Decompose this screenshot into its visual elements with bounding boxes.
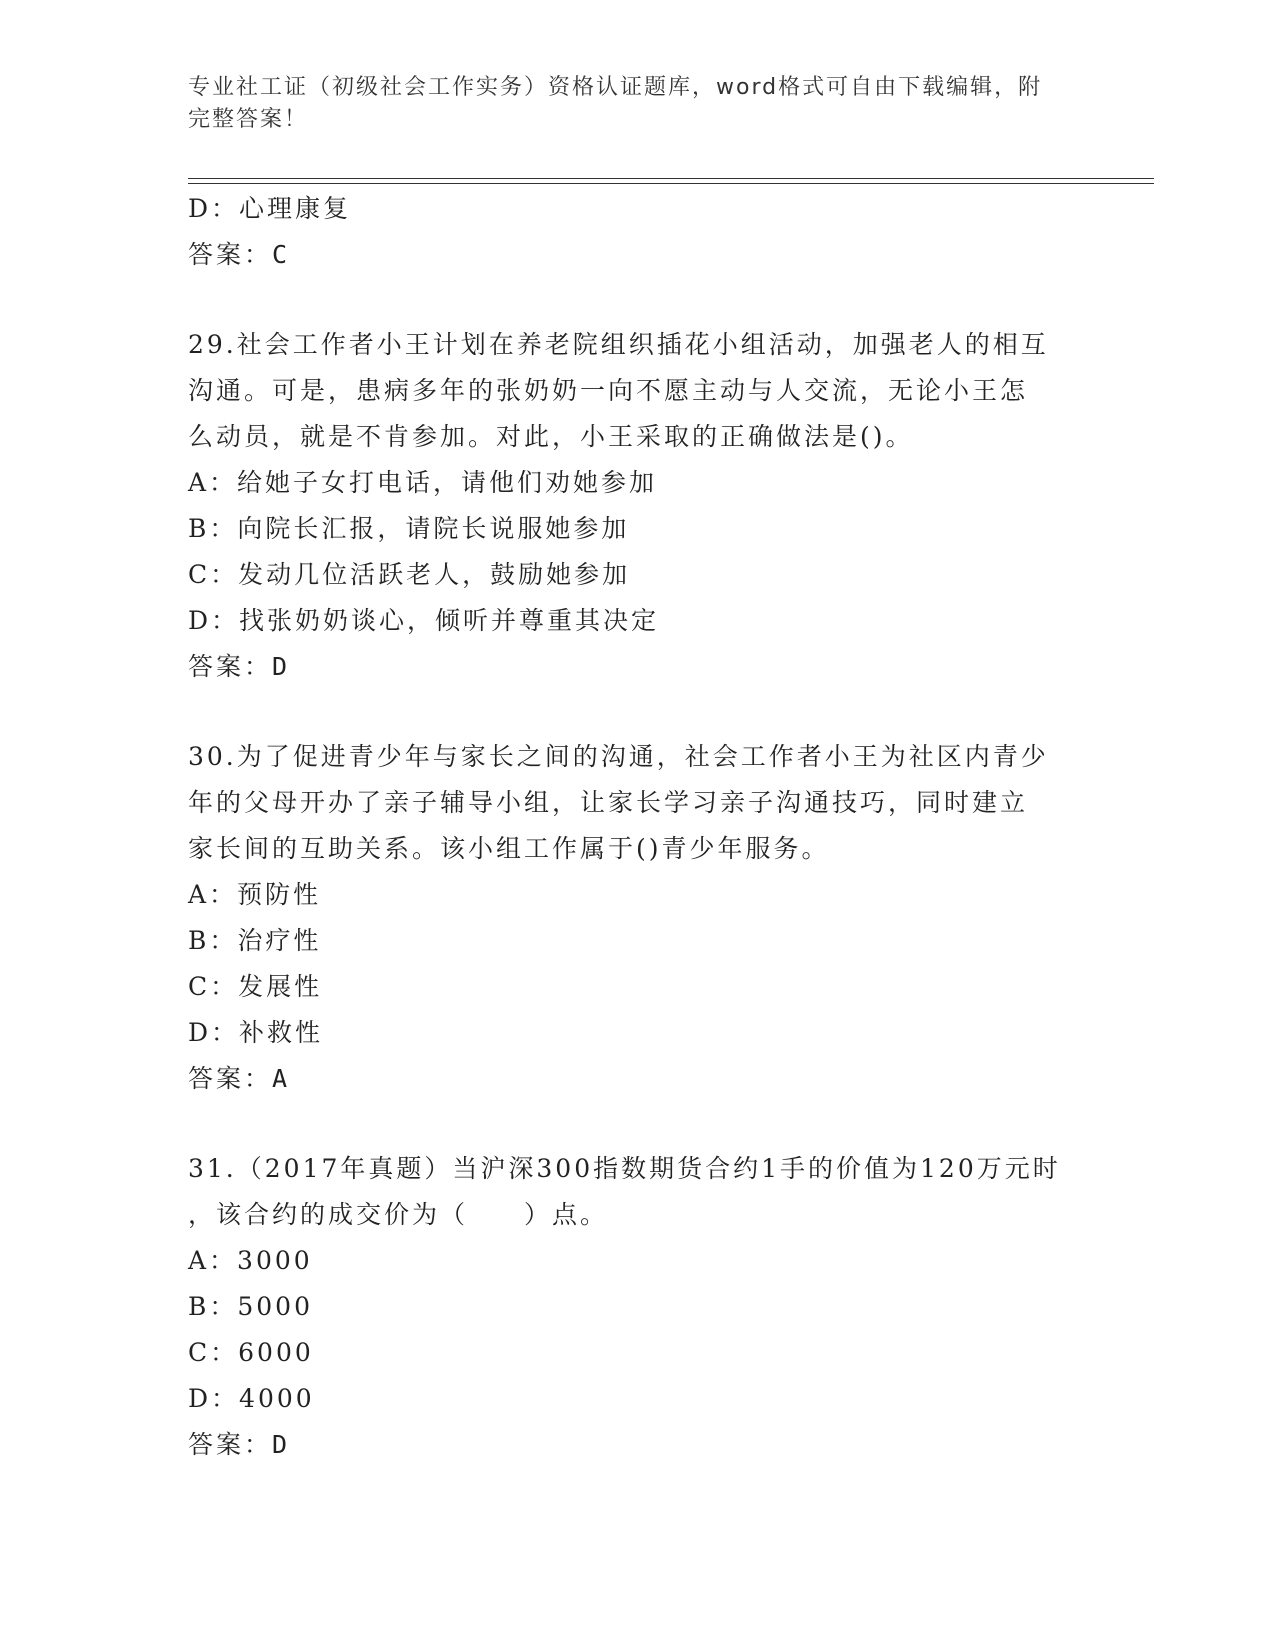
answer xyxy=(188,1422,1088,1468)
question-stem-line: 家长间的互助关系。该小组工作属于()青少年服务。 xyxy=(188,834,830,863)
option-a: A：3000 xyxy=(188,1246,313,1275)
question-stem-line: 年的父母开办了亲子辅导小组，让家长学习亲子沟通技巧，同时建立 xyxy=(188,788,1029,817)
question-31 xyxy=(188,1146,1088,1468)
question-stem-line: ，该合约的成交价为（ ）点。 xyxy=(188,1200,609,1229)
option-d: D：4000 xyxy=(188,1384,315,1413)
question-29 xyxy=(188,322,1088,690)
question-stem-line: 沟通。可是，患病多年的张奶奶一向不愿主动与人交流，无论小王怎 xyxy=(188,376,1029,405)
answer-value: A xyxy=(272,1064,291,1093)
option-c: C：发展性 xyxy=(188,972,323,1001)
answer-value: C xyxy=(272,240,291,269)
question-stem-line: 30.为了促进青少年与家长之间的沟通，社会工作者小王为社区内青少 xyxy=(188,742,1049,771)
answer-label: 答案： xyxy=(188,240,273,269)
answer xyxy=(188,644,1088,690)
header-line-2: 完整答案！ xyxy=(188,107,309,132)
header-line-1: 专业社工证（初级社会工作实务）资格认证题库，word格式可自由下载编辑，附 xyxy=(188,75,1043,100)
option-b: B：向院长汇报，请院长说服她参加 xyxy=(188,514,630,543)
question-stem-line: 31.（2017年真题）当沪深300指数期货合约1手的价值为120万元时 xyxy=(188,1154,1061,1183)
option-c: C：6000 xyxy=(188,1338,314,1367)
option-a: A：给她子女打电话，请他们劝她参加 xyxy=(188,468,658,497)
option-b: B：治疗性 xyxy=(188,926,322,955)
answer-label: 答案： xyxy=(188,1430,273,1459)
option-a: A：预防性 xyxy=(188,880,322,909)
prev-option-d: D：心理康复 xyxy=(188,194,352,223)
header-divider-top xyxy=(188,178,1154,179)
option-d: D：找张奶奶谈心，倾听并尊重其决定 xyxy=(188,606,660,635)
question-stem-line: 29.社会工作者小王计划在养老院组织插花小组活动，加强老人的相互 xyxy=(188,330,1049,359)
prev-answer xyxy=(188,232,1088,278)
option-d: D：补救性 xyxy=(188,1018,324,1047)
question-content xyxy=(188,186,1088,1468)
page-header xyxy=(188,72,1068,136)
answer-label: 答案： xyxy=(188,652,273,681)
option-b: B：5000 xyxy=(188,1292,313,1321)
question-30 xyxy=(188,734,1088,1102)
answer-value: D xyxy=(272,652,291,681)
header-divider-bottom xyxy=(188,183,1154,184)
answer-label: 答案： xyxy=(188,1064,273,1093)
option-c: C：发动几位活跃老人，鼓励她参加 xyxy=(188,560,631,589)
question-stem-line: 么动员，就是不肯参加。对此，小王采取的正确做法是()。 xyxy=(188,422,914,451)
answer xyxy=(188,1056,1088,1102)
answer-value: D xyxy=(272,1430,291,1459)
